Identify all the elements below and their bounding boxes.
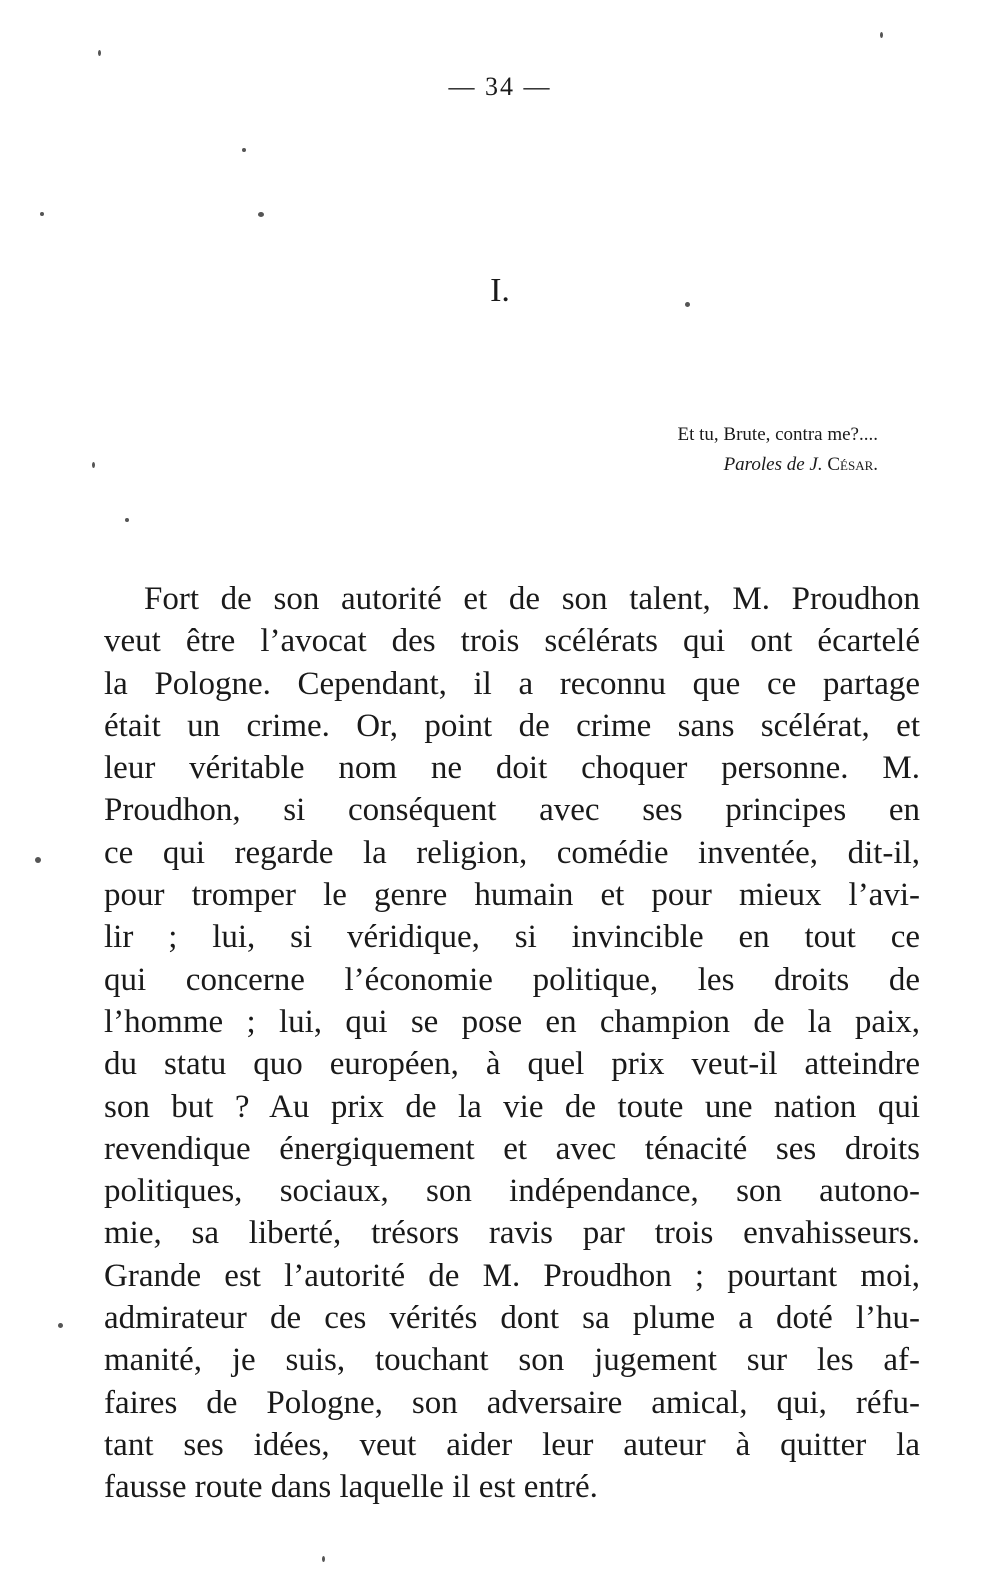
text-line: admirateur de ces vérités dont sa plume a doté l’hu- — [104, 1300, 920, 1337]
scan-speck — [242, 148, 246, 152]
text-line: du statu quo européen, à quel prix veut-il atteindre — [104, 1046, 920, 1083]
text-line: revendique énergiquement et avec ténacité ses droits — [104, 1130, 920, 1167]
scan-speck — [98, 50, 101, 56]
scan-speck — [880, 32, 883, 38]
text-line: pour tromper le genre humain et pour mieux l’avi- — [104, 877, 920, 914]
text-line: politiques, sociaux, son indépendance, son autono- — [104, 1173, 920, 1210]
text-line: Proudhon, si conséquent avec ses principes en — [104, 792, 920, 829]
scan-speck — [258, 212, 264, 217]
scan-speck — [40, 212, 44, 216]
text-line: était un crime. Or, point de crime sans scélérat, et — [104, 707, 920, 744]
text-line: ce qui regarde la religion, comédie inventée, dit-il, — [104, 834, 920, 871]
body-paragraph — [104, 578, 920, 1509]
text-line: la Pologne. Cependant, il a reconnu que ce partage — [104, 665, 920, 702]
epigraph-quote: Et tu, Brute, contra me?.... — [677, 424, 878, 445]
text-line: faires de Pologne, son adversaire amical, qui, réfu- — [104, 1384, 920, 1421]
text-line: veut être l’avocat des trois scélérats qui ont écartelé — [104, 623, 920, 660]
scan-speck — [125, 518, 129, 522]
text-line: Grande est l’autorité de M. Proudhon ; pourtant moi, — [104, 1257, 920, 1294]
text-line: mie, sa liberté, trésors ravis par trois envahisseurs. — [104, 1215, 920, 1252]
scan-speck — [322, 1556, 325, 1562]
epigraph-attribution-name: César. — [827, 454, 878, 475]
epigraph-attribution — [458, 450, 878, 480]
text-line: son but ? Au prix de la vie de toute une nation qui — [104, 1088, 920, 1125]
page-number: — 34 — — [448, 72, 552, 101]
text-line: Fort de son autorité et de son talent, M. Proudhon — [144, 581, 920, 617]
scan-speck — [685, 302, 690, 307]
text-line: leur véritable nom ne doit choquer personne. M. — [104, 750, 920, 787]
text-line: l’homme ; lui, qui se pose en champion de la paix, — [104, 1003, 920, 1040]
text-line: manité, je suis, touchant son jugement sur les af- — [104, 1342, 920, 1379]
text-line: tant ses idées, veut aider leur auteur à quitter la — [104, 1426, 920, 1463]
scan-speck — [58, 1323, 63, 1328]
epigraph-attribution-prefix: Paroles de J. — [723, 454, 828, 475]
text-line: lir ; lui, si véridique, si invincible en tout ce — [104, 919, 920, 956]
text-line: fausse route dans laquelle il est entré. — [104, 1469, 598, 1506]
section-heading: I. — [490, 272, 510, 309]
scan-speck — [92, 462, 95, 468]
epigraph — [458, 420, 878, 480]
text-line: qui concerne l’économie politique, les droits de — [104, 961, 920, 998]
scan-speck — [35, 857, 41, 863]
